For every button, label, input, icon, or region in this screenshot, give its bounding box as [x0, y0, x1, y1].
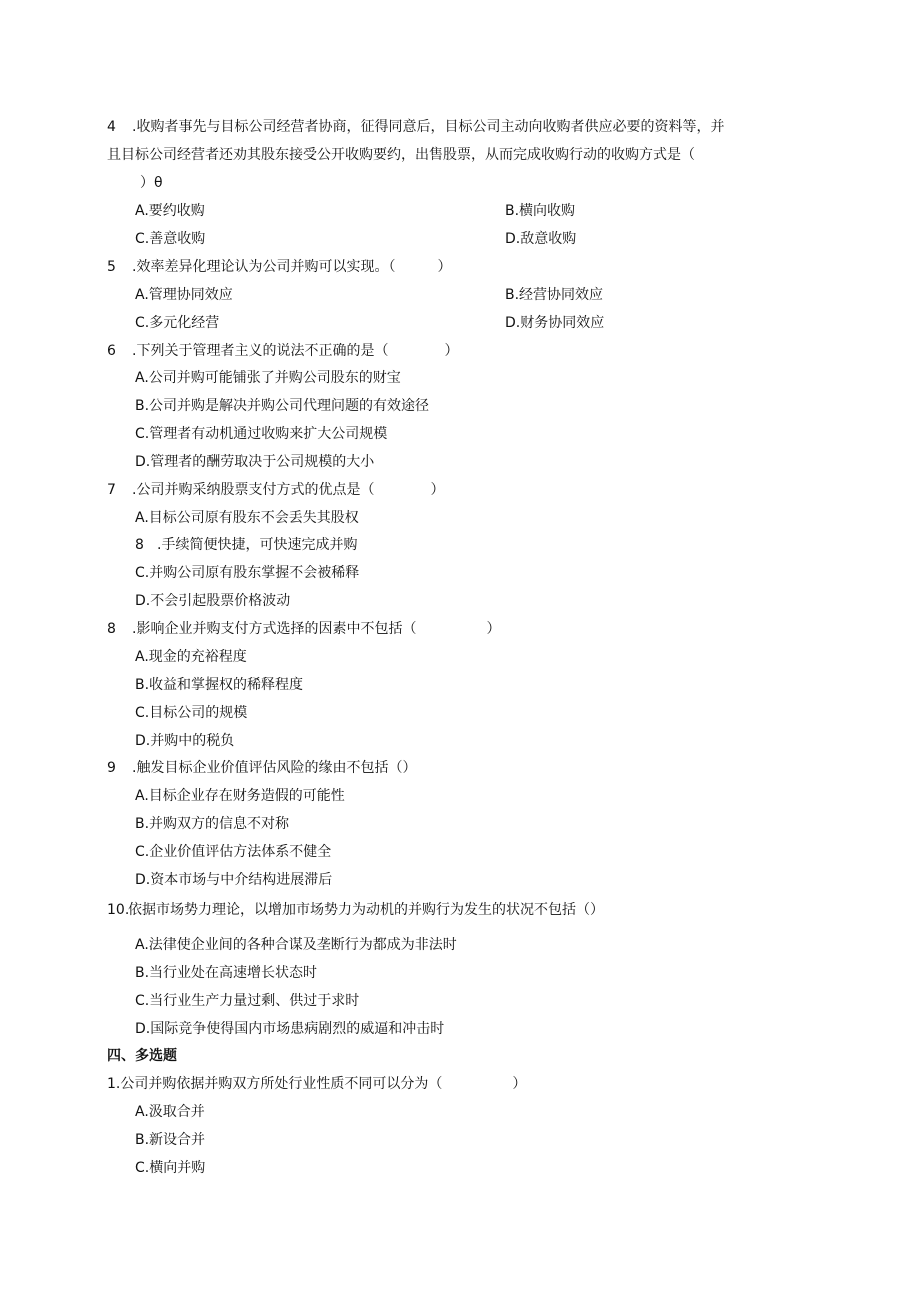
- q9-option-d: D.资本市场与中介结构进展滞后: [135, 872, 333, 888]
- q4-option-c: C.善意收购: [135, 231, 206, 247]
- multi-q1-option-b: B.新设合并: [135, 1132, 206, 1148]
- q9-text: .触发目标企业价值评估风险的缘由不包括（）: [132, 760, 417, 776]
- q5-option-a: A.管理协同效应: [135, 287, 233, 303]
- multi-q1-option-a: A.汲取合并: [135, 1104, 205, 1120]
- section-heading: 四、多选题: [107, 1048, 177, 1064]
- q4-text-line1: .收购者事先与目标公司经营者协商，征得同意后，目标公司主动向收购者供应必要的资料等，并: [132, 119, 725, 135]
- q8-option-d: D.并购中的税负: [135, 733, 235, 749]
- q6-option-b: B.公司并购是解决并购公司代理问题的有效途径: [135, 398, 430, 414]
- q6-option-a: A.公司并购可能铺张了并购公司股东的财宝: [135, 370, 401, 386]
- q7-option-c: C.并购公司原有股东掌握不会被稀释: [135, 565, 360, 581]
- q9-option-a: A.目标企业存在财务造假的可能性: [135, 788, 345, 804]
- q6-number: 6: [107, 343, 116, 359]
- q4-number: 4: [107, 119, 116, 135]
- q5-option-d: D.财务协同效应: [505, 315, 605, 331]
- q8-option-b: B.收益和掌握权的稀释程度: [135, 677, 304, 693]
- q7-number: 7: [107, 482, 116, 498]
- q6-text: .下列关于管理者主义的说法不正确的是（ ）: [132, 343, 459, 359]
- q5-option-b: B.经营协同效应: [505, 287, 604, 303]
- q7-option-a: A.目标公司原有股东不会丢失其股权: [135, 510, 359, 526]
- q4-option-a: A.要约收购: [135, 203, 205, 219]
- q5-number: 5: [107, 259, 116, 275]
- q7-option-b-number: 8: [135, 537, 144, 553]
- q9-option-b: B.并购双方的信息不对称: [135, 816, 290, 832]
- q7-option-b: .手续简便快捷，可快速完成并购: [157, 537, 358, 553]
- q9-option-c: C.企业价值评估方法体系不健全: [135, 844, 332, 860]
- q4-text-line2: 且目标公司经营者还劝其股东接受公开收购要约，出售股票，从而完成收购行动的收购方式是（: [107, 147, 695, 163]
- q8-option-c: C.目标公司的规模: [135, 705, 248, 721]
- q8-number: 8: [107, 621, 116, 637]
- q10-option-b: B.当行业处在高速增长状态时: [135, 965, 318, 981]
- q8-option-a: A.现金的充裕程度: [135, 649, 247, 665]
- q7-text: .公司并购采纳股票支付方式的优点是（ ）: [132, 482, 445, 498]
- q5-text: .效率差异化理论认为公司并购可以实现。（ ）: [132, 259, 452, 275]
- multi-q1-text: 1.公司并购依据并购双方所处行业性质不同可以分为（ ）: [107, 1076, 527, 1092]
- q4-text-line3: ）θ: [140, 175, 163, 191]
- q6-option-d: D.管理者的酬劳取决于公司规模的大小: [135, 454, 375, 470]
- q10-text: 依据市场势力理论，以增加市场势力为动机的并购行为发生的状况不包括（）: [128, 902, 604, 918]
- q10-number: 10.: [107, 902, 130, 918]
- q6-option-c: C.管理者有动机通过收购来扩大公司规模: [135, 426, 388, 442]
- q10-option-d: D.国际竞争使得国内市场患病剧烈的威逼和冲击时: [135, 1021, 445, 1037]
- q4-option-b: B.横向收购: [505, 203, 576, 219]
- q4-option-d: D.敌意收购: [505, 231, 577, 247]
- q5-option-c: C.多元化经营: [135, 315, 220, 331]
- q10-option-a: A.法律使企业间的各种合谋及垄断行为都成为非法时: [135, 937, 457, 953]
- q10-option-c: C.当行业生产力量过剩、供过于求时: [135, 993, 360, 1009]
- q8-text: .影响企业并购支付方式选择的因素中不包括（ ）: [132, 621, 501, 637]
- q7-option-d: D.不会引起股票价格波动: [135, 593, 291, 609]
- multi-q1-option-c: C.横向并购: [135, 1160, 206, 1176]
- q9-number: 9: [107, 760, 116, 776]
